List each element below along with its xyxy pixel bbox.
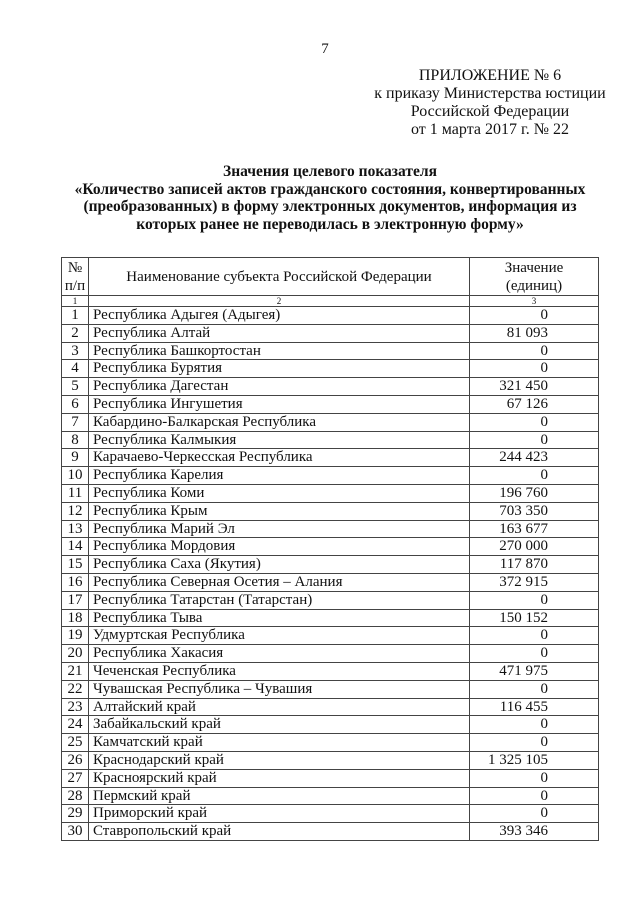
row-number: 24 xyxy=(62,716,89,734)
title-line-1: Значения целевого показателя xyxy=(223,163,437,180)
row-number: 10 xyxy=(62,467,89,485)
row-value: 0 xyxy=(470,413,599,431)
row-value: 0 xyxy=(470,787,599,805)
row-number: 25 xyxy=(62,734,89,752)
table-row xyxy=(62,734,599,752)
row-subject-name: Алтайский край xyxy=(89,698,470,716)
row-subject-name: Республика Алтай xyxy=(89,324,470,342)
row-number: 11 xyxy=(62,484,89,502)
row-subject-name: Республика Татарстан (Татарстан) xyxy=(89,591,470,609)
row-subject-name: Республика Марий Эл xyxy=(89,520,470,538)
row-number: 3 xyxy=(62,342,89,360)
row-number: 23 xyxy=(62,698,89,716)
column-index-3: 3 xyxy=(470,296,599,307)
row-number: 1 xyxy=(62,307,89,325)
table-row xyxy=(62,413,599,431)
row-subject-name: Красноярский край xyxy=(89,769,470,787)
table-row xyxy=(62,662,599,680)
header-subject-name: Наименование субъекта Российской Федерации xyxy=(89,258,470,296)
table-row xyxy=(62,342,599,360)
row-subject-name: Республика Саха (Якутия) xyxy=(89,556,470,574)
row-subject-name: Республика Северная Осетия – Алания xyxy=(89,573,470,591)
row-value: 0 xyxy=(470,645,599,663)
row-subject-name: Приморский край xyxy=(89,805,470,823)
table-body xyxy=(62,307,599,841)
row-subject-name: Республика Бурятия xyxy=(89,360,470,378)
row-value: 393 346 xyxy=(470,823,599,841)
header-number-pp: п/п xyxy=(64,277,86,294)
table-row xyxy=(62,645,599,663)
row-value: 196 760 xyxy=(470,484,599,502)
column-index-2: 2 xyxy=(89,296,470,307)
row-value: 0 xyxy=(470,805,599,823)
row-subject-name: Республика Башкортостан xyxy=(89,342,470,360)
table-row xyxy=(62,502,599,520)
row-subject-name: Чеченская Республика xyxy=(89,662,470,680)
table-row xyxy=(62,484,599,502)
row-value: 703 350 xyxy=(470,502,599,520)
row-subject-name: Удмуртская Республика xyxy=(89,627,470,645)
row-value: 0 xyxy=(470,431,599,449)
table-row xyxy=(62,360,599,378)
table-row xyxy=(62,823,599,841)
row-number: 9 xyxy=(62,449,89,467)
row-value: 150 152 xyxy=(470,609,599,627)
row-value: 244 423 xyxy=(470,449,599,467)
table-row xyxy=(62,538,599,556)
row-value: 0 xyxy=(470,680,599,698)
row-value: 116 455 xyxy=(470,698,599,716)
row-number: 18 xyxy=(62,609,89,627)
row-number: 7 xyxy=(62,413,89,431)
row-value: 67 126 xyxy=(470,395,599,413)
row-subject-name: Кабардино-Балкарская Республика xyxy=(89,413,470,431)
row-number: 20 xyxy=(62,645,89,663)
table-row xyxy=(62,627,599,645)
title-line-2: «Количество записей актов гражданского состояния, конвертированных xyxy=(74,180,586,198)
row-subject-name: Ставропольский край xyxy=(89,823,470,841)
table-header-row xyxy=(62,258,599,296)
table-row xyxy=(62,307,599,325)
row-subject-name: Республика Мордовия xyxy=(89,538,470,556)
table-row xyxy=(62,787,599,805)
row-number: 13 xyxy=(62,520,89,538)
row-subject-name: Республика Адыгея (Адыгея) xyxy=(89,307,470,325)
row-number: 4 xyxy=(62,360,89,378)
row-number: 8 xyxy=(62,431,89,449)
table-row xyxy=(62,805,599,823)
row-number: 29 xyxy=(62,805,89,823)
row-value: 270 000 xyxy=(470,538,599,556)
row-value: 471 975 xyxy=(470,662,599,680)
appendix-date: от 1 марта 2017 г. № 22 xyxy=(411,121,569,138)
table-row xyxy=(62,556,599,574)
row-value: 0 xyxy=(470,716,599,734)
header-value-label: Значение xyxy=(504,259,564,276)
appendix-header xyxy=(360,67,620,139)
row-value: 321 450 xyxy=(470,378,599,396)
row-number: 27 xyxy=(62,769,89,787)
table-row xyxy=(62,716,599,734)
table-row xyxy=(62,769,599,787)
row-subject-name: Республика Тыва xyxy=(89,609,470,627)
row-subject-name: Республика Дагестан xyxy=(89,378,470,396)
row-subject-name: Карачаево-Черкесская Республика xyxy=(89,449,470,467)
row-subject-name: Республика Ингушетия xyxy=(89,395,470,413)
row-value: 1 325 105 xyxy=(470,751,599,769)
row-number: 14 xyxy=(62,538,89,556)
row-number: 6 xyxy=(62,395,89,413)
row-subject-name: Чувашская Республика – Чувашия xyxy=(89,680,470,698)
row-subject-name: Республика Хакасия xyxy=(89,645,470,663)
row-subject-name: Забайкальский край xyxy=(89,716,470,734)
row-value: 372 915 xyxy=(470,573,599,591)
row-number: 19 xyxy=(62,627,89,645)
row-value: 81 093 xyxy=(470,324,599,342)
column-index-row xyxy=(62,296,599,307)
row-value: 0 xyxy=(470,769,599,787)
table-row xyxy=(62,378,599,396)
row-value: 0 xyxy=(470,307,599,325)
row-number: 28 xyxy=(62,787,89,805)
row-subject-name: Пермский край xyxy=(89,787,470,805)
row-subject-name: Камчатский край xyxy=(89,734,470,752)
row-value: 117 870 xyxy=(470,556,599,574)
indicator-table xyxy=(61,257,599,841)
header-number xyxy=(62,258,89,296)
row-number: 16 xyxy=(62,573,89,591)
title-line-4: которых ранее не переводилась в электронную форму» xyxy=(136,215,524,233)
row-value: 0 xyxy=(470,467,599,485)
row-number: 21 xyxy=(62,662,89,680)
row-number: 26 xyxy=(62,751,89,769)
table-row xyxy=(62,467,599,485)
table-row xyxy=(62,751,599,769)
row-number: 30 xyxy=(62,823,89,841)
row-subject-name: Краснодарский край xyxy=(89,751,470,769)
row-number: 2 xyxy=(62,324,89,342)
table-row xyxy=(62,573,599,591)
row-value: 0 xyxy=(470,627,599,645)
table-row xyxy=(62,591,599,609)
row-value: 0 xyxy=(470,342,599,360)
row-subject-name: Республика Карелия xyxy=(89,467,470,485)
appendix-federation: Российской Федерации xyxy=(410,103,570,120)
row-number: 17 xyxy=(62,591,89,609)
row-value: 163 677 xyxy=(470,520,599,538)
row-value: 0 xyxy=(470,734,599,752)
header-value xyxy=(470,258,599,296)
table-row xyxy=(62,431,599,449)
row-number: 22 xyxy=(62,680,89,698)
column-index-1: 1 xyxy=(62,296,89,307)
row-value: 0 xyxy=(470,591,599,609)
row-subject-name: Республика Коми xyxy=(89,484,470,502)
row-number: 5 xyxy=(62,378,89,396)
appendix-order-ref: к приказу Министерства юстиции xyxy=(374,85,606,102)
table-row xyxy=(62,520,599,538)
title-line-3: (преобразованных) в форму электронных документов, информация из xyxy=(83,198,577,215)
header-value-unit: (единиц) xyxy=(505,277,563,294)
table-row xyxy=(62,609,599,627)
row-number: 12 xyxy=(62,502,89,520)
table-row xyxy=(62,680,599,698)
row-subject-name: Республика Калмыкия xyxy=(89,431,470,449)
table-row xyxy=(62,395,599,413)
appendix-title: ПРИЛОЖЕНИЕ № 6 xyxy=(418,67,562,84)
document-title xyxy=(60,163,600,233)
table-row xyxy=(62,698,599,716)
row-value: 0 xyxy=(470,360,599,378)
header-number-sign: № xyxy=(67,259,83,276)
row-number: 15 xyxy=(62,556,89,574)
row-subject-name: Республика Крым xyxy=(89,502,470,520)
table-row xyxy=(62,324,599,342)
page-number: 7 xyxy=(321,41,329,57)
table-row xyxy=(62,449,599,467)
